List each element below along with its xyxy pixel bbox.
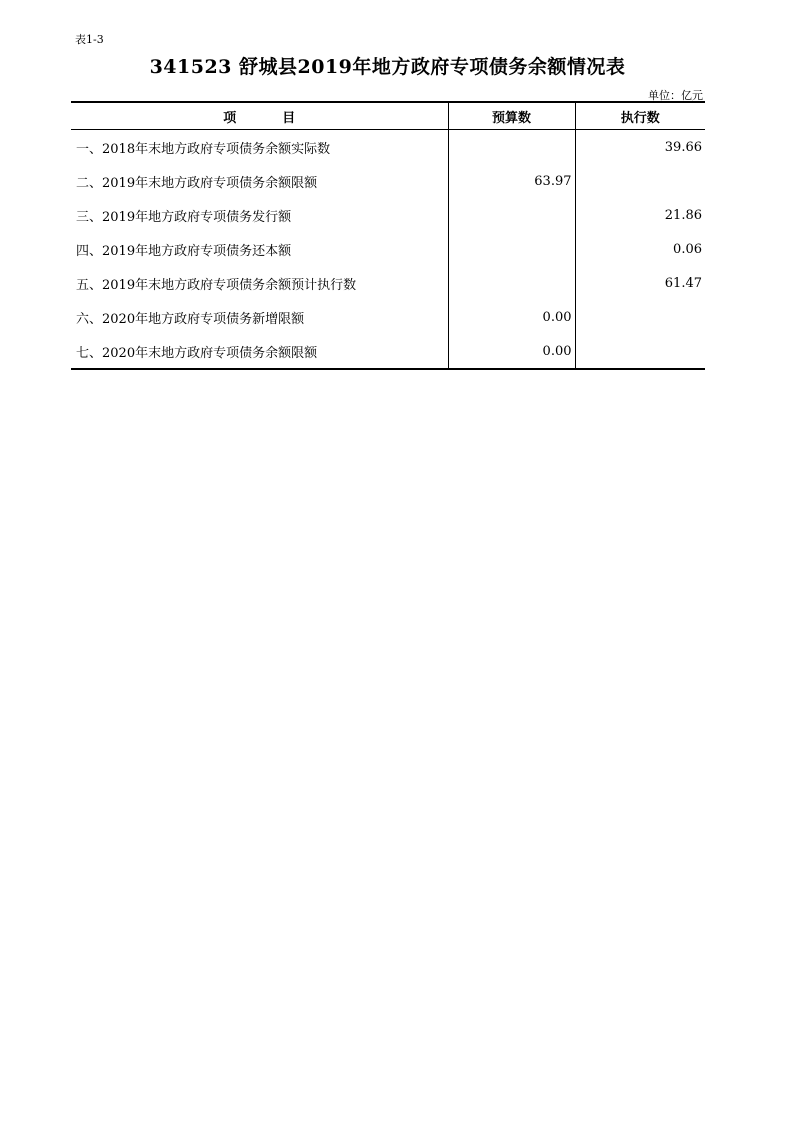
row-budget (448, 232, 575, 266)
header-budget: 预算数 (448, 102, 575, 130)
table-row (71, 266, 705, 300)
header-item-left: 项 (223, 110, 237, 126)
table-row (71, 164, 705, 198)
row-execution (575, 300, 705, 334)
unit-label: 单位：亿元 (648, 89, 703, 102)
row-execution: 39.66 (664, 139, 702, 155)
row-item: 六、2020年地方政府专项债务新增限额 (71, 300, 448, 334)
row-execution: 61.47 (664, 275, 702, 291)
table-row (71, 300, 705, 334)
header-item-right: 目 (282, 110, 296, 126)
row-item: 五、2019年末地方政府专项债务余额预计执行数 (71, 266, 448, 300)
row-budget: 0.00 (448, 334, 575, 369)
row-budget (448, 198, 575, 232)
table-number: 表1-3 (75, 33, 104, 46)
row-execution: 21.86 (664, 207, 702, 223)
row-execution: 0.06 (673, 241, 702, 257)
row-budget (448, 130, 575, 165)
debt-balance-table (71, 101, 705, 370)
row-budget: 63.97 (448, 164, 575, 198)
row-item: 三、2019年地方政府专项债务发行额 (71, 198, 448, 232)
row-budget: 0.00 (448, 300, 575, 334)
header-item (71, 102, 448, 130)
table-row (71, 334, 705, 369)
table-row (71, 130, 705, 165)
row-execution (575, 334, 705, 369)
row-item: 四、2019年地方政府专项债务还本额 (71, 232, 448, 266)
row-execution (575, 164, 705, 198)
row-item: 七、2020年末地方政府专项债务余额限额 (71, 334, 448, 369)
table-row (71, 232, 705, 266)
page-title: 341523 舒城县2019年地方政府专项债务余额情况表 (149, 56, 626, 78)
header-execution: 执行数 (575, 102, 705, 130)
row-budget (448, 266, 575, 300)
row-item: 二、2019年末地方政府专项债务余额限额 (71, 164, 448, 198)
table-header-row (71, 102, 705, 130)
table-row (71, 198, 705, 232)
row-item: 一、2018年末地方政府专项债务余额实际数 (71, 130, 448, 165)
